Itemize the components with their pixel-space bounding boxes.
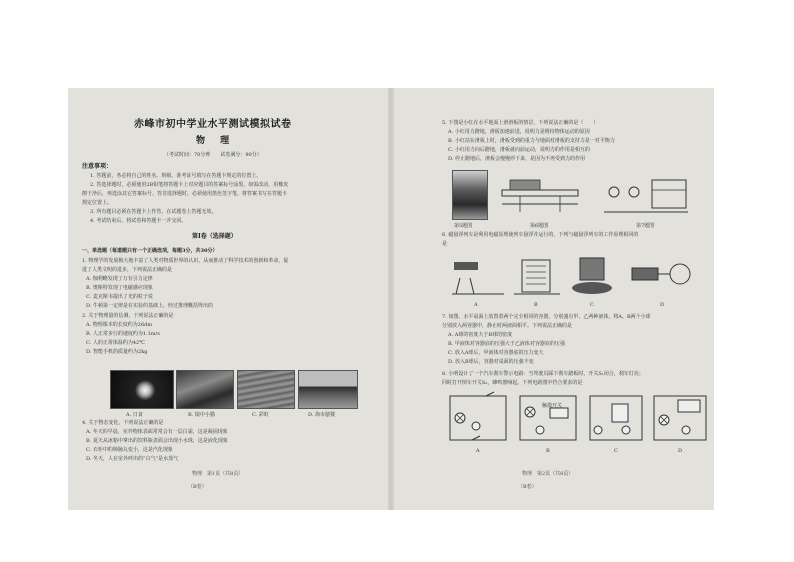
exam-sheet <box>68 88 714 510</box>
option-label: A <box>474 302 478 308</box>
question-6-line: 6. 磁悬浮列车是利用电磁原理使列车悬浮并运行的，下列与磁悬浮列车的工作原理相同的 <box>442 232 639 238</box>
question-2-option: D. 智能手机的质量约为2kg <box>86 349 148 355</box>
note-line: 规定位置上。 <box>82 200 113 206</box>
question-8-line: 同时打开倒车开关S₂，蜂鸣器响起。下列电路图中符合要求的是 <box>442 380 583 386</box>
cat-mirror-photo <box>176 370 234 409</box>
option-label: D <box>678 448 683 454</box>
question-2-option: C. 人的正常体温约为42℃ <box>86 340 145 346</box>
question-7-option: B. 甲液体对容器底的压强大于乙液体对容器底的压强 <box>448 341 565 347</box>
exam-title: 赤峰市初中学业水平测试模拟试卷 <box>134 119 292 130</box>
note-line: 1. 答题前，务必将自己的姓名、班级、准考证号填写在答题卡规定的位置上。 <box>90 173 262 179</box>
page-footer: 物理 第2页（共8页） <box>522 471 574 477</box>
rainbow-photo <box>237 370 295 409</box>
solar-eclipse-photo <box>110 370 174 409</box>
circuit-diagram-a <box>446 390 510 446</box>
question-4-option: D. 冬天，人在室外呼出的“白气”是水蒸气 <box>86 456 179 462</box>
page-code: （B卷） <box>518 484 537 490</box>
question-7-option: C. 放入A球后，甲液体对容器底的压力变大 <box>448 350 544 356</box>
option-label: C <box>590 302 594 308</box>
container-balls-diagram <box>600 172 692 218</box>
question-7-line: 7. 如图，水平桌面上放置着两个完全相同的容器，分别盛有甲、乙两种液体，将A、B两个小球 <box>442 314 651 320</box>
option-label: B <box>546 448 550 454</box>
question-8-line: 8. 小明设计了一个汽车刹车警示电路：当驾驶员踩下刹车踏板时，开关S₁闭合，刹车灯亮； <box>442 371 644 377</box>
question-2-option: B. 人正常步行的速度约为1.1m/s <box>86 331 160 337</box>
photo-caption: A. 日食 <box>126 412 143 418</box>
electromagnet-experiment-icon <box>512 254 562 300</box>
circuit-label: 触摸开关 <box>542 403 563 409</box>
note-line: 4. 考试结束后，将试卷和答题卡一并交回。 <box>90 218 187 224</box>
option-label: D <box>660 302 665 308</box>
question-4-option: A. 冬天的早晨，室外物体表面常常会有一层白霜，这是凝固现象 <box>86 429 228 435</box>
section-heading: 一、单选题（每道题只有一个正确选项，每题3分，共30分） <box>82 248 218 254</box>
question-4-option: B. 夏天从冰箱中拿出的饮料瓶表面会出现小水珠，这是液化现象 <box>86 438 228 444</box>
option-label: A <box>476 448 480 454</box>
question-1-option: A. 伽利略发现了万有引力定律 <box>86 276 153 282</box>
notes-heading: 注意事项： <box>82 163 113 170</box>
motor-experiment-icon <box>628 254 698 300</box>
question-1-line: 进了人类文明的进步，下列说法正确的是 <box>82 267 173 273</box>
question-4-option: C. 衣柜中的樟脑丸变小，这是汽化现象 <box>86 447 173 453</box>
question-5-option: C. 小红用力向后蹬地，滑板就向前运动，说明力的作用是相互的 <box>448 147 590 153</box>
question-6-line: 是 <box>442 241 448 247</box>
page-footer: 物理 第1页（共8页） <box>192 471 244 477</box>
question-1-option: D. 牛顿第一定律是在实验的基础上，经过推理概括得出的 <box>86 303 214 309</box>
question-5-option: B. 小红站在滑板上时，滑板受到的重力与地面对滑板的支持力是一对平衡力 <box>448 138 615 144</box>
photo-caption: B. 镜中小猫 <box>188 412 215 418</box>
page-one <box>68 88 390 510</box>
note-line: 擦干净后，再选涂其它答案标号。答非选择题时，必须使用黑色签字笔，将答案书写在答题卡 <box>82 191 288 197</box>
part-title: 第Ⅰ卷（选择题） <box>192 233 237 240</box>
photo-caption: C. 彩虹 <box>252 412 269 418</box>
question-7-option: D. 放入B球后，容器对桌面的压强不变 <box>448 359 534 365</box>
photo-caption: D. 海市蜃楼 <box>308 412 336 418</box>
question-2-line: 2. 关于物理量的估测，下列说法正确的是 <box>82 313 174 319</box>
option-label: C <box>614 448 618 454</box>
circuit-diagram-c <box>586 390 646 446</box>
question-1-option: C. 麦克斯韦提出了光的粒子说 <box>86 294 153 300</box>
figure-caption: 第7题图 <box>636 223 655 229</box>
maglev-track-diagram <box>500 172 582 218</box>
question-5-option: A. 小红用力蹬地，滑板加速前进，说明力是维持物体运动的原因 <box>448 129 590 135</box>
note-line: 3. 所有题目必须在答题卡上作答，在试题卷上答题无效。 <box>90 209 217 215</box>
page-code: （B卷） <box>188 484 207 490</box>
question-5-line: 5. 下图是小红在水平地面上滑滑板的情景，下列说法正确的是（ ） <box>442 120 599 126</box>
note-line: 2. 答选择题时，必须使用2B铅笔将答题卡上对应题目的答案标号涂黑，如需改动，用橡皮 <box>90 182 289 188</box>
subject-title: 物 理 <box>196 136 236 146</box>
question-1-line: 1. 物理学的发展极大地丰富了人类对物质世界的认识，从而推动了科学技术的创新和革命，促 <box>82 258 289 264</box>
circuit-diagram-d <box>650 390 710 446</box>
figure-caption: 第5题图 <box>454 223 473 229</box>
question-1-option: B. 奥斯特发现了电磁感应现象 <box>86 285 153 291</box>
magnet-experiment-icon <box>450 254 508 300</box>
mirage-photo <box>298 370 358 409</box>
question-4-line: 4. 关于物态变化，下列说法正确的是 <box>82 420 164 426</box>
skateboard-photo <box>452 170 488 220</box>
figure-caption: 第6题图 <box>530 223 549 229</box>
question-7-line: 分别放入两容器中，静止时两液面相平。下列说法正确的是 <box>442 323 573 329</box>
circuit-diagram-b <box>516 390 580 446</box>
question-2-option: A. 物理课本的长度约为26dm <box>86 322 153 328</box>
option-label: B <box>534 302 538 308</box>
page-two <box>392 88 714 510</box>
exam-info: （考试时间：70分钟 试卷满分：90分） <box>164 152 262 158</box>
question-7-option: A. A球的密度大于B球的密度 <box>448 332 513 338</box>
question-5-option: D. 停止蹬地后，滑板会慢慢停下来，是因为不再受到力的作用 <box>448 156 586 162</box>
galvanometer-experiment-icon <box>566 254 620 300</box>
